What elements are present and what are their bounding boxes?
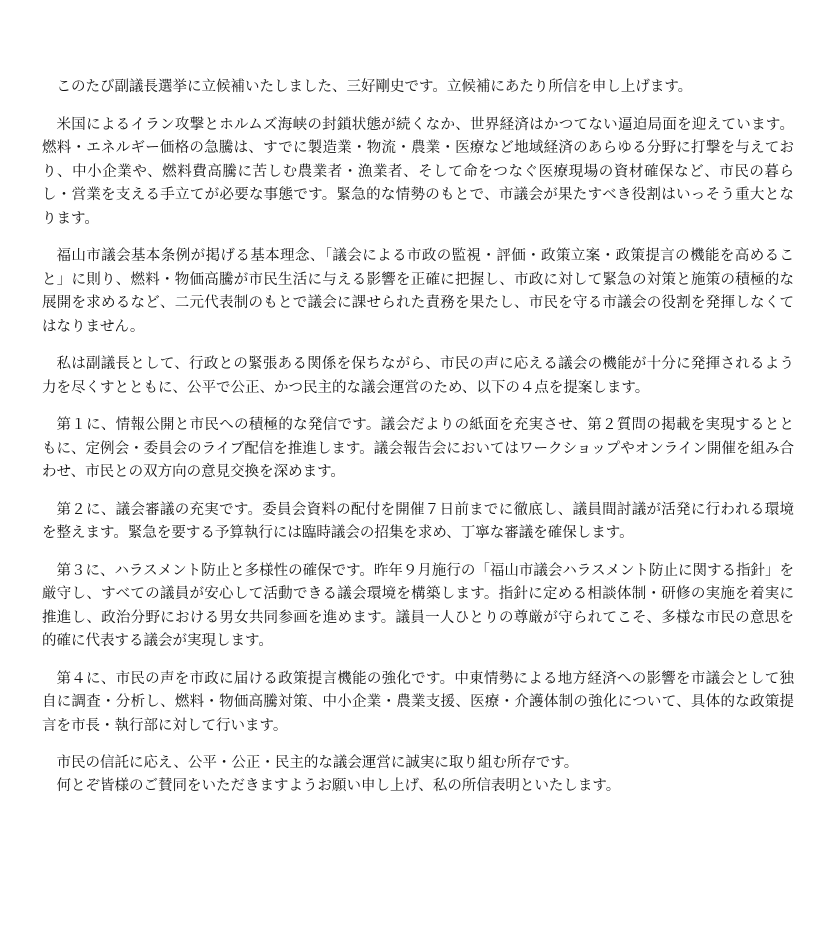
statement-document bbox=[42, 76, 794, 798]
proposal-4-paragraph: 第４に、市民の声を市政に届ける政策提言機能の強化です。中東情勢による地方経済への影響を市議会として独自に調査・分析し、燃料・物価高騰対策、中小企業・農業支援、医療・介護体制の強化について、具体的な政策提言を市長・執行部に対して行います。 bbox=[42, 670, 794, 734]
closing-line-1: 市民の信託に応え、公平・公正・民主的な議会運営に誠実に取り組む所存です。 bbox=[56, 755, 579, 771]
closing-line-2: 何とぞ皆様のご賛同をいただきますようお願い申し上げ、私の所信表明といたします。 bbox=[56, 778, 621, 794]
intro-paragraph: このたび副議長選挙に立候補いたしました、三好剛史です。立候補にあたり所信を申し上げます。 bbox=[56, 79, 693, 95]
proposal-1-paragraph: 第１に、情報公開と市民への積極的な発信です。議会だよりの紙面を充実させ、第２質問の掲載を実現するとともに、定例会・委員会のライブ配信を推進します。議会報告会においてはワークショップやオンライン開催を組み合わせ、市民との双方向の意見交換を深めます。 bbox=[42, 417, 794, 480]
basic-ordinance-paragraph: 福山市議会基本条例が掲げる基本理念、「議会による市政の監視・評価・政策立案・政策提言の機能を高めること」に則り、燃料・物価高騰が市民生活に与える影響を正確に把握し、市政に対して緊急の対策と施策の積極的な展開を求めるなど、二元代表制のもとで議会に課せられた責務を果たし、市民を守る市議会の役割を発揮しなくてはなりません。 bbox=[42, 248, 794, 335]
proposal-intro-paragraph: 私は副議長として、行政との緊張ある関係を保ちながら、市民の声に応える議会の機能が十分に発揮されるよう力を尽くすとともに、公平で公正、かつ民主的な議会運営のため、以下の４点を提案します。 bbox=[42, 356, 794, 396]
context-paragraph: 米国によるイラン攻撃とホルムズ海峡の封鎖状態が続くなか、世界経済はかつてない逼迫局面を迎えています。燃料・エネルギー価格の急騰は、すでに製造業・物流・農業・医療など地域経済のあらゆる分野に打撃を与えており、中小企業や、燃料費高騰に苦しむ農業者・漁業者、そして命をつなぐ医療現場の資材確保など、市民の暮らし・営業を支える手立てが必要な事態です。緊急的な情勢のもとで、市議会が果たすべき役割はいっそう重大となります。 bbox=[42, 116, 794, 227]
proposal-3-paragraph: 第３に、ハラスメント防止と多様性の確保です。昨年９月施行の「福山市議会ハラスメント防止に関する指針」を厳守し、すべての議員が安心して活動できる議会環境を構築します。指針に定める相談体制・研修の実施を着実に推進し、政治分野における男女共同参画を進めます。議員一人ひとりの尊厳が守られてこそ、多様な市民の意思を的確に代表する議会が実現します。 bbox=[42, 562, 794, 649]
proposal-2-paragraph: 第２に、議会審議の充実です。委員会資料の配付を開催７日前までに徹底し、議員間討議が活発に行われる環境を整えます。緊急を要する予算執行には臨時議会の招集を求め、丁寧な審議を確保します。 bbox=[42, 501, 794, 541]
